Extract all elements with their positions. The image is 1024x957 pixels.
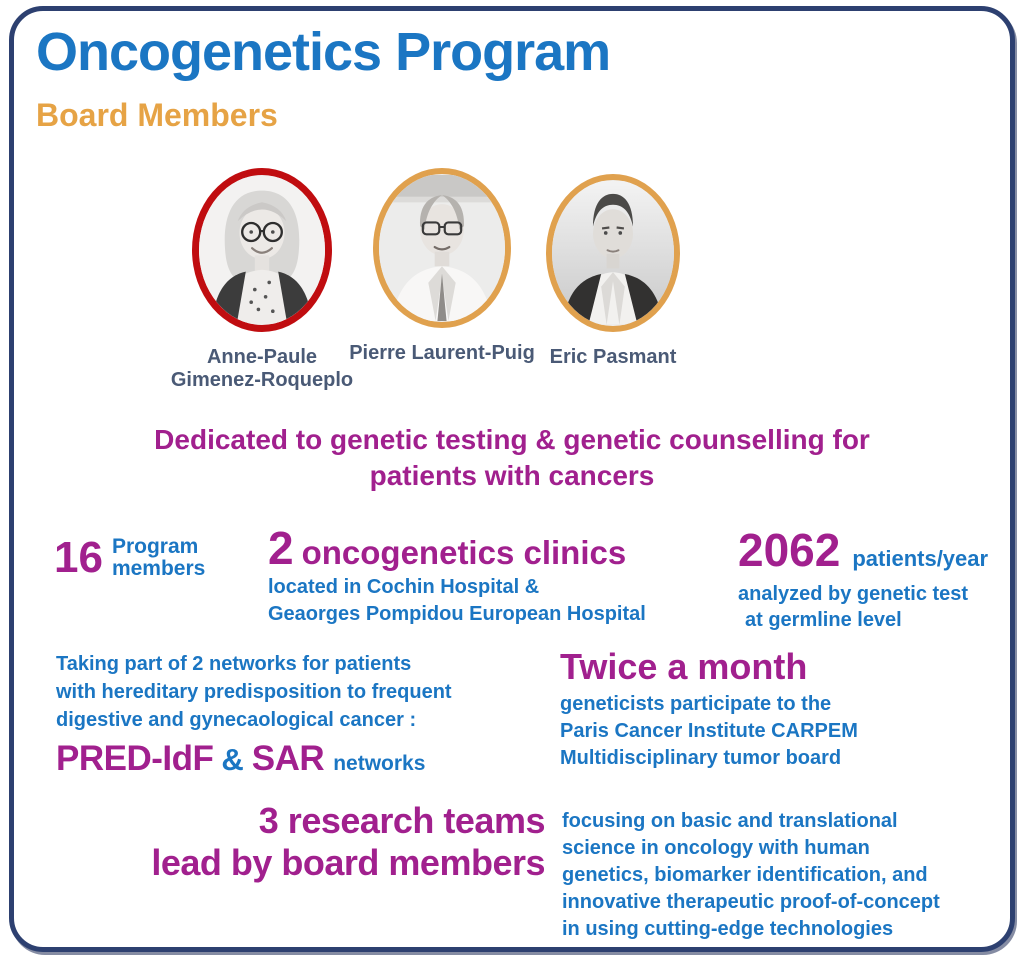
- slide: [9, 6, 1015, 952]
- research-detail-line: innovative therapeutic proof-of-concept: [562, 891, 940, 913]
- research-teams-headline: [60, 800, 545, 884]
- research-teams-detail: [562, 808, 940, 943]
- networks-intro-line: digestive and gynecaological cancer :: [56, 709, 417, 731]
- man-suit-portrait-icon: [552, 180, 674, 326]
- portrait-photo-pierre: [373, 168, 511, 328]
- networks-intro-line: with hereditary predisposition to frequent: [56, 681, 452, 703]
- stat-patients-value: 2062: [738, 524, 841, 576]
- networks-block: [56, 650, 452, 779]
- stat-members-label: [112, 536, 205, 580]
- tumor-board-headline: Twice a month: [560, 646, 808, 687]
- mission-line: Dedicated to genetic testing & genetic counselling for: [154, 424, 870, 455]
- tumor-board-detail-line: geneticists participate to the: [560, 693, 832, 715]
- member-name-line: Anne-Paule: [206, 346, 318, 368]
- portrait-photo-anne-paule: [192, 168, 332, 332]
- stat-members-value: 16: [54, 533, 103, 582]
- board-member-card: [505, 168, 721, 369]
- tumor-board-detail-line: Paris Cancer Institute CARPEM: [560, 720, 858, 742]
- research-detail-line: focusing on basic and translational: [562, 810, 898, 832]
- stat-clinics-detail-line: Geaorges Pompidou European Hospital: [268, 603, 646, 625]
- stat-program-members: [54, 533, 206, 582]
- network-pred-idf: PRED-IdF: [56, 739, 214, 778]
- mission-statement: [14, 422, 1010, 494]
- stat-clinics-value: 2: [268, 522, 294, 574]
- networks-intro: [56, 650, 452, 734]
- stat-patients-detail: [738, 581, 988, 633]
- stat-patients-unit: patients/year: [852, 546, 989, 571]
- research-headline-line: 3 research teams: [258, 800, 545, 841]
- woman-portrait-icon: [199, 175, 325, 325]
- networks-ampersand: &: [221, 742, 244, 777]
- member-name-line: Pierre Laurent-Puig: [349, 342, 535, 364]
- member-name: [505, 346, 721, 369]
- stat-patients-detail-line: at germline level: [745, 609, 902, 631]
- stat-members-label-line: Program: [111, 535, 199, 558]
- page-title: Oncogenetics Program: [36, 22, 611, 82]
- tumor-board-block: [560, 646, 858, 772]
- member-name-line: Eric Pasmant: [549, 346, 677, 368]
- research-detail-line: genetics, biomarker identification, and: [562, 864, 928, 886]
- tumor-board-detail-line: Multidisciplinary tumor board: [560, 747, 842, 769]
- stat-patients-headline: [738, 524, 989, 576]
- stat-members-label-line: members: [111, 557, 206, 580]
- network-sar: SAR: [251, 739, 325, 778]
- stat-patients-detail-line: analyzed by genetic test: [738, 583, 969, 605]
- section-subtitle: Board Members: [36, 97, 278, 133]
- stat-clinics-headline: [268, 522, 646, 574]
- research-headline-line: lead by board members: [151, 842, 545, 883]
- research-detail-line: in using cutting-edge technologies: [562, 918, 894, 940]
- stat-clinics-detail: [268, 574, 646, 628]
- research-detail-line: science in oncology with human: [562, 837, 870, 859]
- networks-intro-line: Taking part of 2 networks for patients: [56, 653, 412, 675]
- networks-names: [56, 739, 452, 779]
- portrait-photo-eric: [546, 174, 680, 332]
- stat-patients-per-year: [738, 524, 989, 633]
- tumor-board-detail: [560, 691, 858, 772]
- man-labcoat-portrait-icon: [379, 174, 505, 322]
- networks-suffix: networks: [333, 752, 426, 775]
- member-name-line: Gimenez-Roqueplo: [170, 369, 354, 391]
- mission-line: patients with cancers: [369, 460, 655, 491]
- stat-clinics-detail-line: located in Cochin Hospital &: [268, 576, 540, 598]
- stat-oncogenetics-clinics: [268, 522, 646, 628]
- stat-clinics-title: oncogenetics clinics: [301, 534, 627, 571]
